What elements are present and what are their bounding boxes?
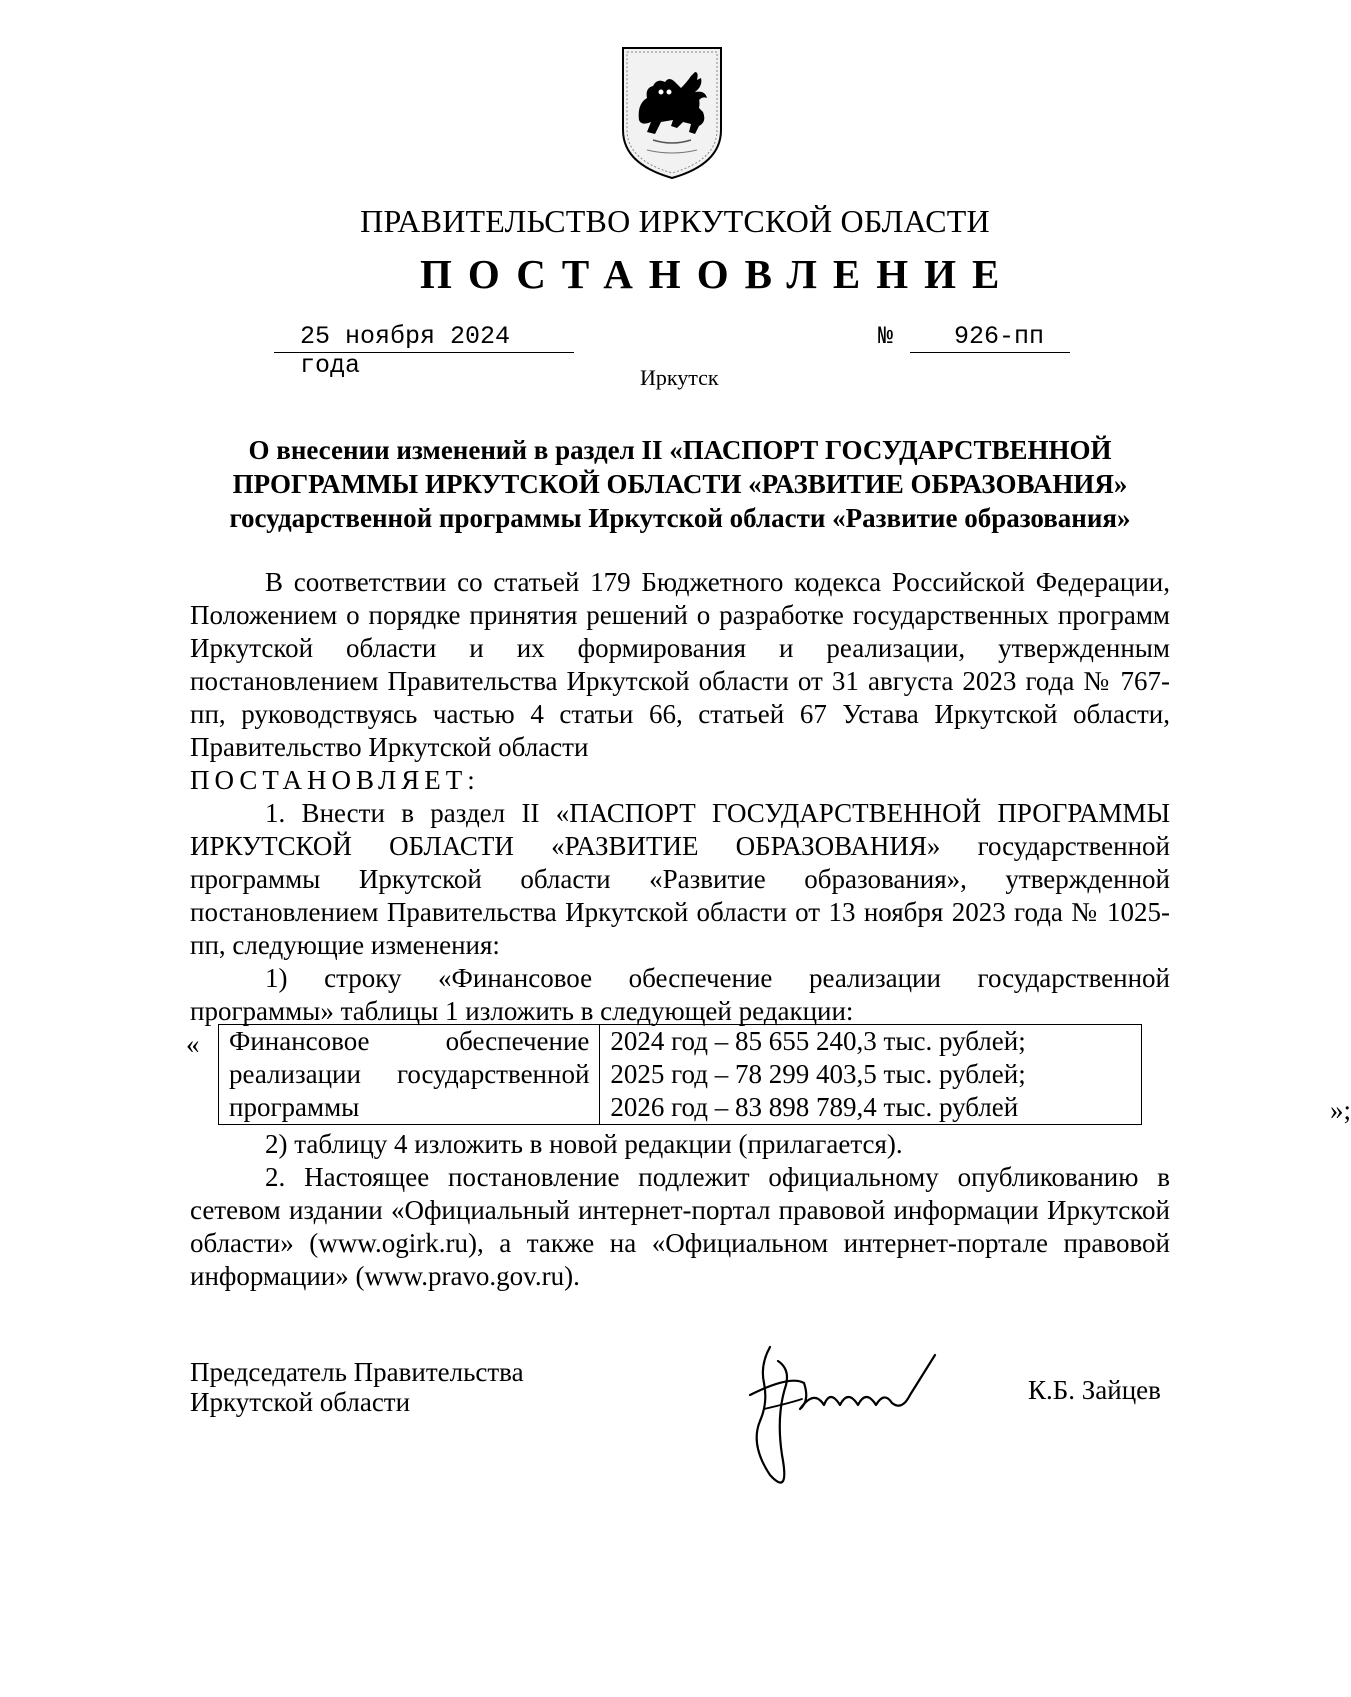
item-1-2-paragraph: 2) таблицу 4 изложить в новой редакции (прилагается). [265, 1129, 903, 1159]
cell-line: Финансовое обеспечение [229, 1026, 590, 1056]
signer-position [190, 1357, 524, 1417]
position-line: Иркутской области [190, 1387, 411, 1417]
number-label: № [878, 322, 894, 351]
irkutsk-coat-of-arms-icon [617, 42, 727, 182]
funding-year-2025: 2025 год – 78 299 403,5 тыс. рублей; [610, 1059, 1026, 1089]
position-line: Председатель Правительства [190, 1357, 524, 1387]
finance-table-block [186, 1026, 1351, 1128]
document-title [190, 433, 1170, 535]
item-2-paragraph: 2. Настоящее постановление подлежит официальному опубликованию в сетевом издании «Официальный интернет-портал правовой информации Иркутской области» (www.ogirk.ru), а также на «Официальном интернет-портале правовой информации» (www.pravo.gov.ru). [190, 1162, 1170, 1291]
resolves-heading: ПОСТАНОВЛЯЕТ: [190, 765, 480, 795]
finance-table [218, 1024, 1142, 1125]
quote-open: « [186, 1029, 200, 1059]
preamble-paragraph: В соответствии со статьей 179 Бюджетного кодекса Российской Федерации, Положением о порядке принятия решений о разработке государственных программ Иркутской области и их формирования и реализации, утвержденным постановлением Правительства Иркутской области от 31 августа 2023 года № 767-пп, руководствуясь частью 4 статьи 66, статьей 67 Устава Иркутской области, Правительство Иркутской области [190, 567, 1170, 762]
title-line: ПРОГРАММЫ ИРКУТСКОЙ ОБЛАСТИ «РАЗВИТИЕ ОБРАЗОВАНИЯ» [232, 469, 1128, 499]
document-body [186, 566, 1351, 1293]
funding-year-2026: 2026 год – 83 898 789,4 тыс. рублей [610, 1092, 1019, 1122]
title-line: О внесении изменений в раздел II «ПАСПОРТ ГОСУДАРСТВЕННОЙ [248, 435, 1112, 465]
table-cell-values [600, 1025, 1142, 1125]
document-date: 25 ноября 2024 года [274, 322, 574, 353]
quote-close: »; [1330, 1095, 1351, 1125]
document-type: ПОСТАНОВЛЕНИЕ [420, 251, 1016, 297]
document-number: 926-пп [910, 322, 1070, 353]
government-name: ПРАВИТЕЛЬСТВО ИРКУТСКОЙ ОБЛАСТИ [360, 203, 990, 239]
signer-name: К.Б. Зайцев [1028, 1375, 1161, 1405]
handwritten-signature-icon [730, 1325, 960, 1505]
title-line: государственной программы Иркутской области «Развитие образования» [229, 503, 1131, 533]
funding-year-2024: 2024 год – 85 655 240,3 тыс. рублей; [610, 1026, 1026, 1056]
cell-line: реализации государственной [229, 1059, 590, 1089]
table-cell-label [219, 1025, 600, 1125]
item-1-1-paragraph: 1) строку «Финансовое обеспечение реализации государственной программы» таблицы 1 изложить в следующей редакции: [190, 963, 1170, 1026]
table-row [219, 1025, 1142, 1125]
item-1-paragraph: 1. Внести в раздел II «ПАСПОРТ ГОСУДАРСТВЕННОЙ ПРОГРАММЫ ИРКУТСКОЙ ОБЛАСТИ «РАЗВИТИЕ ОБРАЗОВАНИЯ» государственной программы Иркутской области «Развитие образования», утвержденной постановлением Правительства Иркутской области от 13 ноября 2023 года № 1025-пп, следующие изменения: [190, 798, 1170, 960]
cell-line: программы [229, 1092, 360, 1122]
city: Иркутск [640, 365, 719, 390]
